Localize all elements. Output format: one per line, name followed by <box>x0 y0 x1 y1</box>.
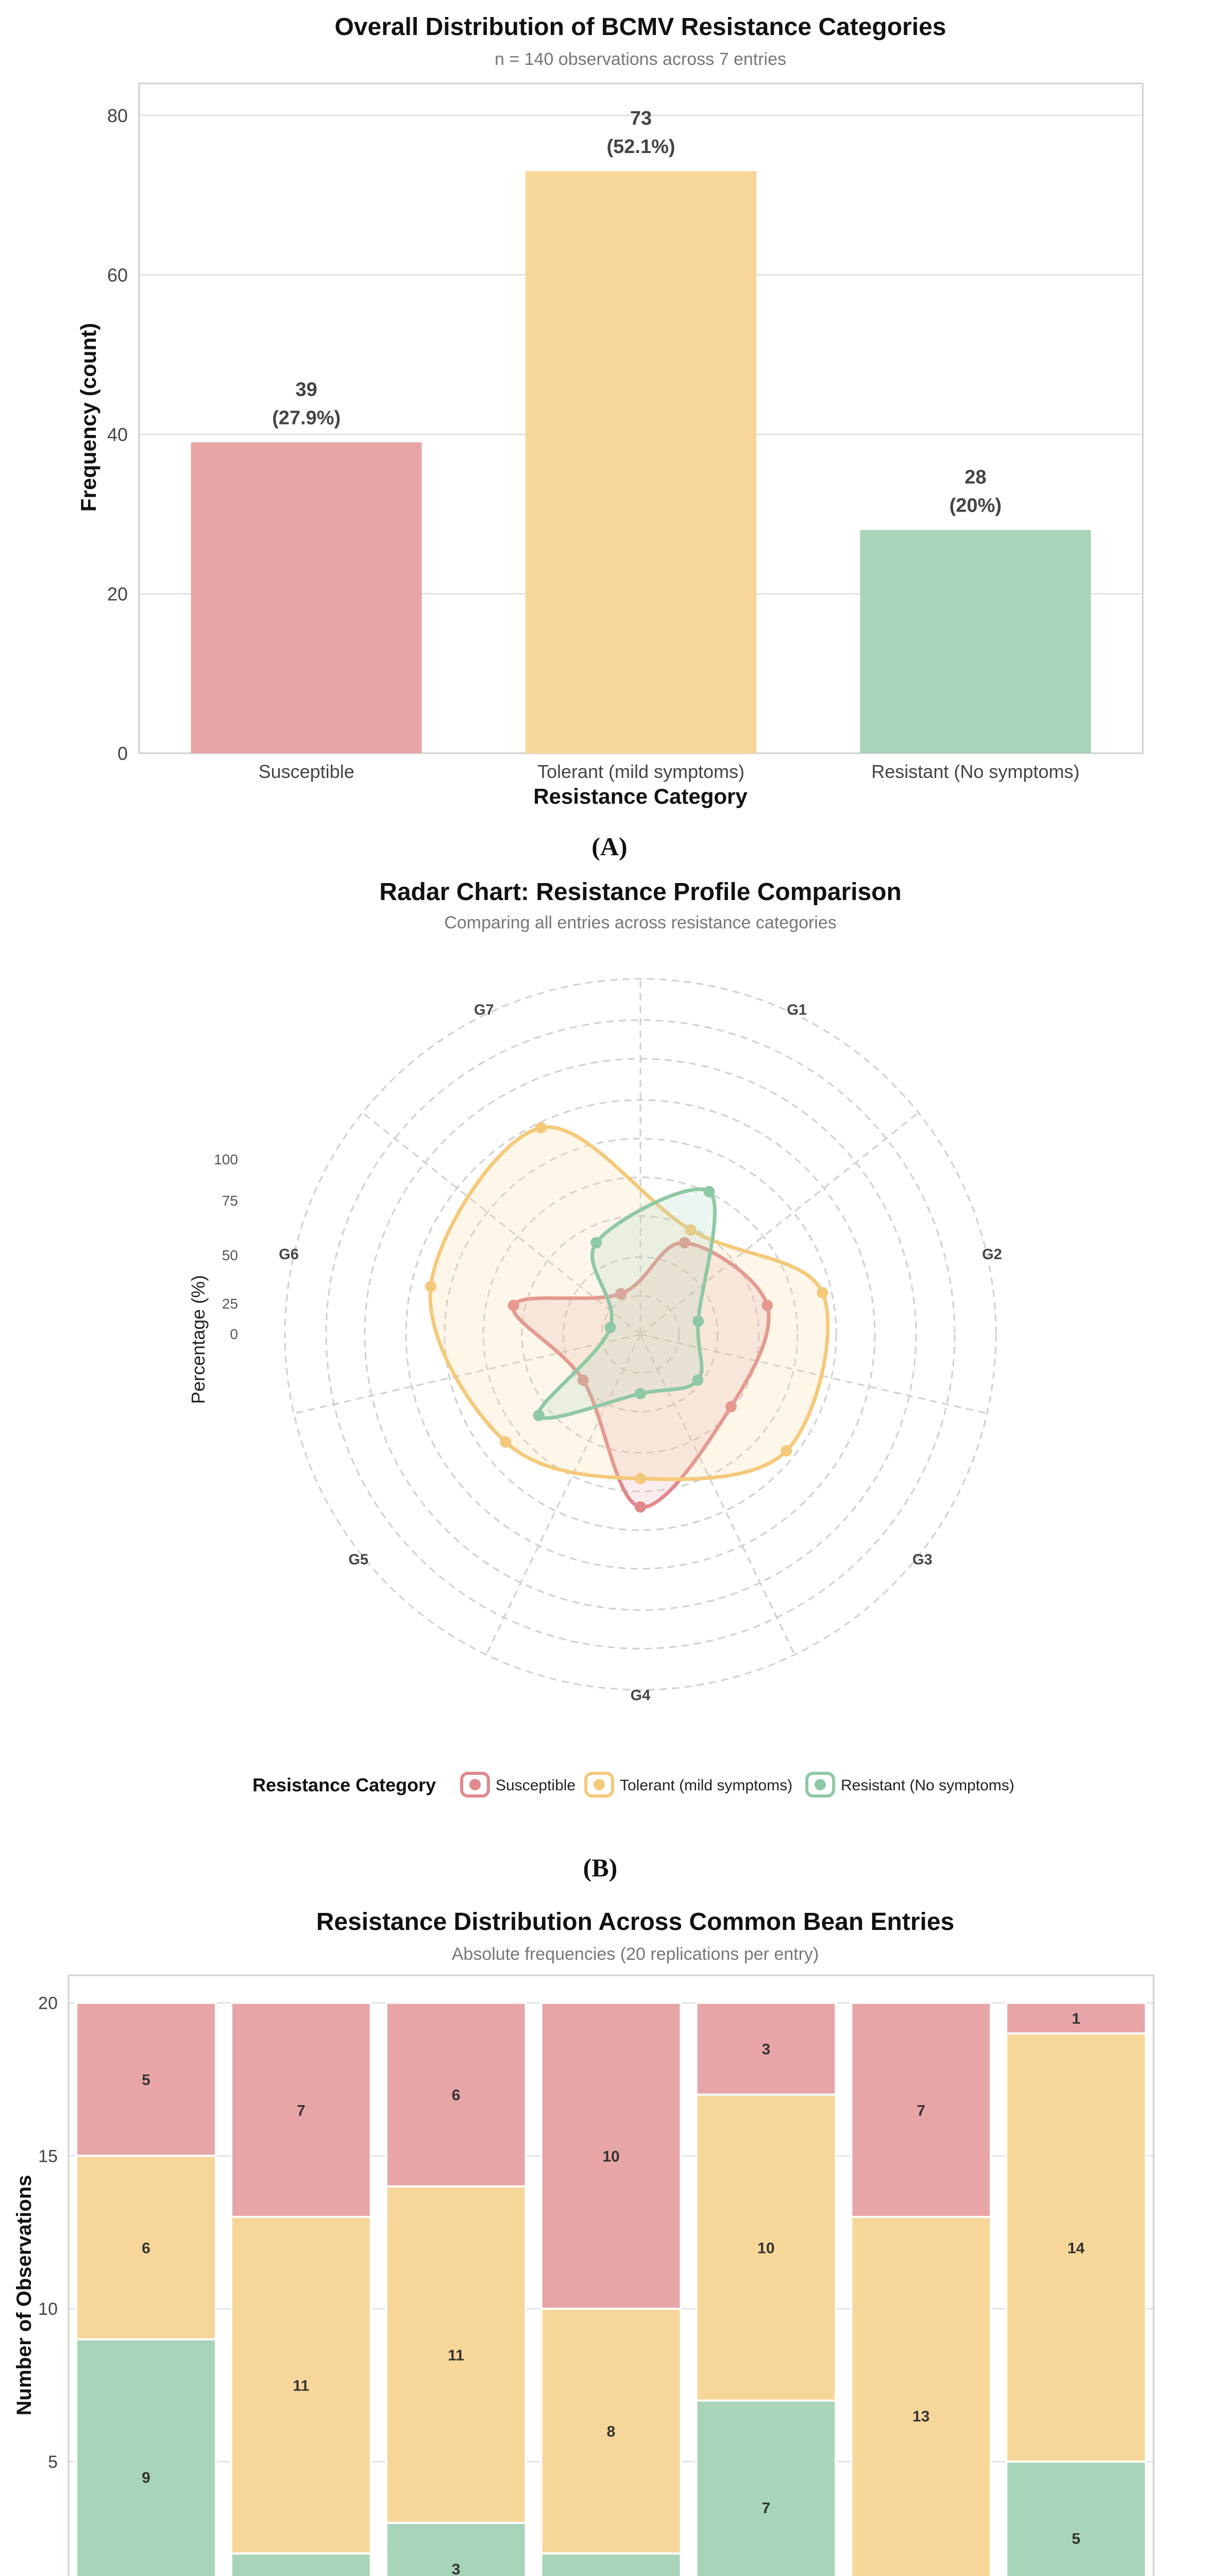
chart-c-segment-label: 10 <box>602 2148 620 2165</box>
chart-b-subtitle: Comparing all entries across resistance categories <box>444 913 837 933</box>
chart-c-segment-label: 11 <box>293 2377 310 2395</box>
chart-a-y-tick-label: 60 <box>107 264 128 286</box>
chart-c-segment-label: 10 <box>757 2240 775 2257</box>
chart-c-segment-resistant <box>541 2553 681 2576</box>
chart-b-legend-label-susceptible: Susceptible <box>496 1777 576 1794</box>
chart-b-point-resistant <box>590 1237 602 1248</box>
radar-chart-resistance-profile <box>0 835 1219 1882</box>
chart-b-legend-label-tolerant: Tolerant (mild symptoms) <box>620 1777 793 1794</box>
chart-b-point-tolerant <box>817 1287 828 1298</box>
chart-a-title: Overall Distribution of BCMV Resistance Categories <box>334 13 946 41</box>
stacked-bar-chart-entries <box>0 1855 1219 2576</box>
chart-a-x-tick-label: Tolerant (mild symptoms) <box>537 761 745 782</box>
chart-a-bar-percent-label: (52.1%) <box>606 136 675 158</box>
chart-b-point-tolerant <box>535 1122 547 1133</box>
chart-a-bar-1 <box>191 442 422 753</box>
chart-a-bar-3 <box>860 530 1091 753</box>
chart-b-point-resistant <box>703 1186 715 1197</box>
chart-c-segment-label: 13 <box>912 2408 930 2426</box>
chart-b-point-tolerant <box>425 1281 436 1292</box>
chart-b-point-resistant <box>635 1388 646 1399</box>
chart-c-segment-resistant <box>231 2553 371 2576</box>
bar-chart-overall-distribution <box>0 0 1219 861</box>
chart-b-legend <box>252 1773 1014 1796</box>
chart-b-legend-title: Resistance Category <box>252 1774 436 1795</box>
chart-b-point-susceptible <box>635 1501 646 1513</box>
chart-c-y-tick-label: 15 <box>38 2146 58 2166</box>
chart-a-bar-percent-label: (20%) <box>949 495 1002 517</box>
chart-b-radial-tick-label: 0 <box>230 1326 238 1342</box>
chart-c-segment-label: 14 <box>1067 2240 1085 2257</box>
chart-a-y-ticks <box>107 105 128 764</box>
chart-a-bar-percent-label: (27.9%) <box>272 407 341 429</box>
chart-a-y-tick-label: 80 <box>107 105 128 126</box>
chart-a-y-tick-label: 40 <box>107 423 128 445</box>
chart-a-bar-value-label: 73 <box>630 108 652 130</box>
chart-c-segment-label: 11 <box>448 2347 465 2364</box>
chart-c-title: Resistance Distribution Across Common Bean Entries <box>316 1908 955 1936</box>
chart-c-segment-label: 7 <box>296 2102 306 2120</box>
chart-c-bars <box>76 2003 1146 2576</box>
chart-b-point-resistant <box>692 1315 704 1327</box>
chart-c-segment-label: 7 <box>761 2500 771 2517</box>
chart-b-point-resistant <box>692 1375 703 1386</box>
chart-b-radial-tick-label: 100 <box>214 1151 238 1167</box>
chart-c-segment-label: 9 <box>142 2469 150 2486</box>
chart-b-axis-label-g7: G7 <box>473 1002 494 1019</box>
chart-b-axis-label-g2: G2 <box>982 1246 1002 1263</box>
chart-b-axis-label-g3: G3 <box>912 1551 933 1568</box>
chart-a-bar-value-label: 28 <box>964 466 987 488</box>
chart-c-segment-tolerant <box>851 2217 991 2576</box>
chart-a-x-tick-label: Resistant (No symptoms) <box>871 761 1080 782</box>
chart-b-radial-axis-label: Percentage (%) <box>188 1275 209 1404</box>
chart-c-y-axis-label: Number of Observations <box>13 2175 36 2416</box>
chart-a-y-tick-label: 20 <box>107 583 128 605</box>
panel-label-b: (B) <box>583 1853 618 1882</box>
chart-b-axis-label-g5: G5 <box>348 1551 369 1568</box>
chart-a-x-axis-label: Resistance Category <box>533 784 748 808</box>
chart-b-title: Radar Chart: Resistance Profile Comparison <box>379 878 902 906</box>
chart-a-y-tick-label: 0 <box>117 743 128 764</box>
chart-b-legend-dot-susceptible <box>469 1779 481 1790</box>
chart-c-y-tick-label: 10 <box>38 2299 58 2319</box>
chart-c-segment-label: 7 <box>917 2102 926 2120</box>
chart-b-radial-tick-label: 50 <box>222 1247 238 1263</box>
chart-c-segment-label: 1 <box>1072 2010 1080 2028</box>
chart-b-point-tolerant <box>500 1436 511 1448</box>
chart-b-radial-ticks <box>214 1151 238 1342</box>
chart-c-y-tick-label: 5 <box>48 2452 58 2472</box>
chart-a-x-tick-label: Susceptible <box>258 761 354 782</box>
chart-b-legend-label-resistant: Resistant (No symptoms) <box>841 1777 1014 1794</box>
chart-b-radial-tick-label: 25 <box>222 1296 238 1312</box>
chart-c-segment-label: 5 <box>1072 2530 1080 2548</box>
chart-c-segment-label: 3 <box>451 2561 461 2576</box>
chart-a-x-ticks <box>259 761 1080 782</box>
chart-b-point-resistant <box>533 1410 545 1421</box>
chart-b-point-tolerant <box>781 1445 792 1456</box>
chart-c-segment-label: 8 <box>606 2423 616 2441</box>
chart-c-y-ticks <box>38 1993 58 2576</box>
chart-b-axis-label-g4: G4 <box>630 1687 651 1704</box>
panel-label-a: (A) <box>591 832 628 861</box>
chart-b-radial-tick-label: 75 <box>222 1193 238 1209</box>
chart-a-subtitle: n = 140 observations across 7 entries <box>494 49 787 69</box>
chart-b-legend-dot-resistant <box>815 1779 826 1790</box>
chart-c-segment-label: 3 <box>761 2041 771 2058</box>
chart-c-segment-resistant <box>1006 2462 1146 2576</box>
chart-a-y-axis-label: Frequency (count) <box>76 323 100 512</box>
chart-b-axis-label-g1: G1 <box>787 1002 807 1019</box>
chart-a-bar-value-label: 39 <box>295 379 317 401</box>
chart-c-segment-resistant <box>76 2340 216 2576</box>
chart-b-legend-dot-tolerant <box>594 1779 605 1790</box>
chart-c-segment-label: 6 <box>451 2087 461 2104</box>
chart-b-point-resistant <box>605 1322 616 1333</box>
chart-c-segment-label: 5 <box>142 2071 150 2089</box>
chart-a-bar-2 <box>526 171 756 753</box>
chart-b-point-tolerant <box>635 1473 646 1484</box>
chart-a-bars <box>191 108 1091 753</box>
chart-c-segment-label: 6 <box>142 2240 150 2257</box>
chart-c-y-tick-label: 20 <box>38 1993 58 2013</box>
chart-b-axis-label-g6: G6 <box>279 1246 299 1263</box>
chart-c-subtitle: Absolute frequencies (20 replications per entry) <box>451 1944 819 1964</box>
chart-c-segment-resistant <box>696 2400 836 2576</box>
